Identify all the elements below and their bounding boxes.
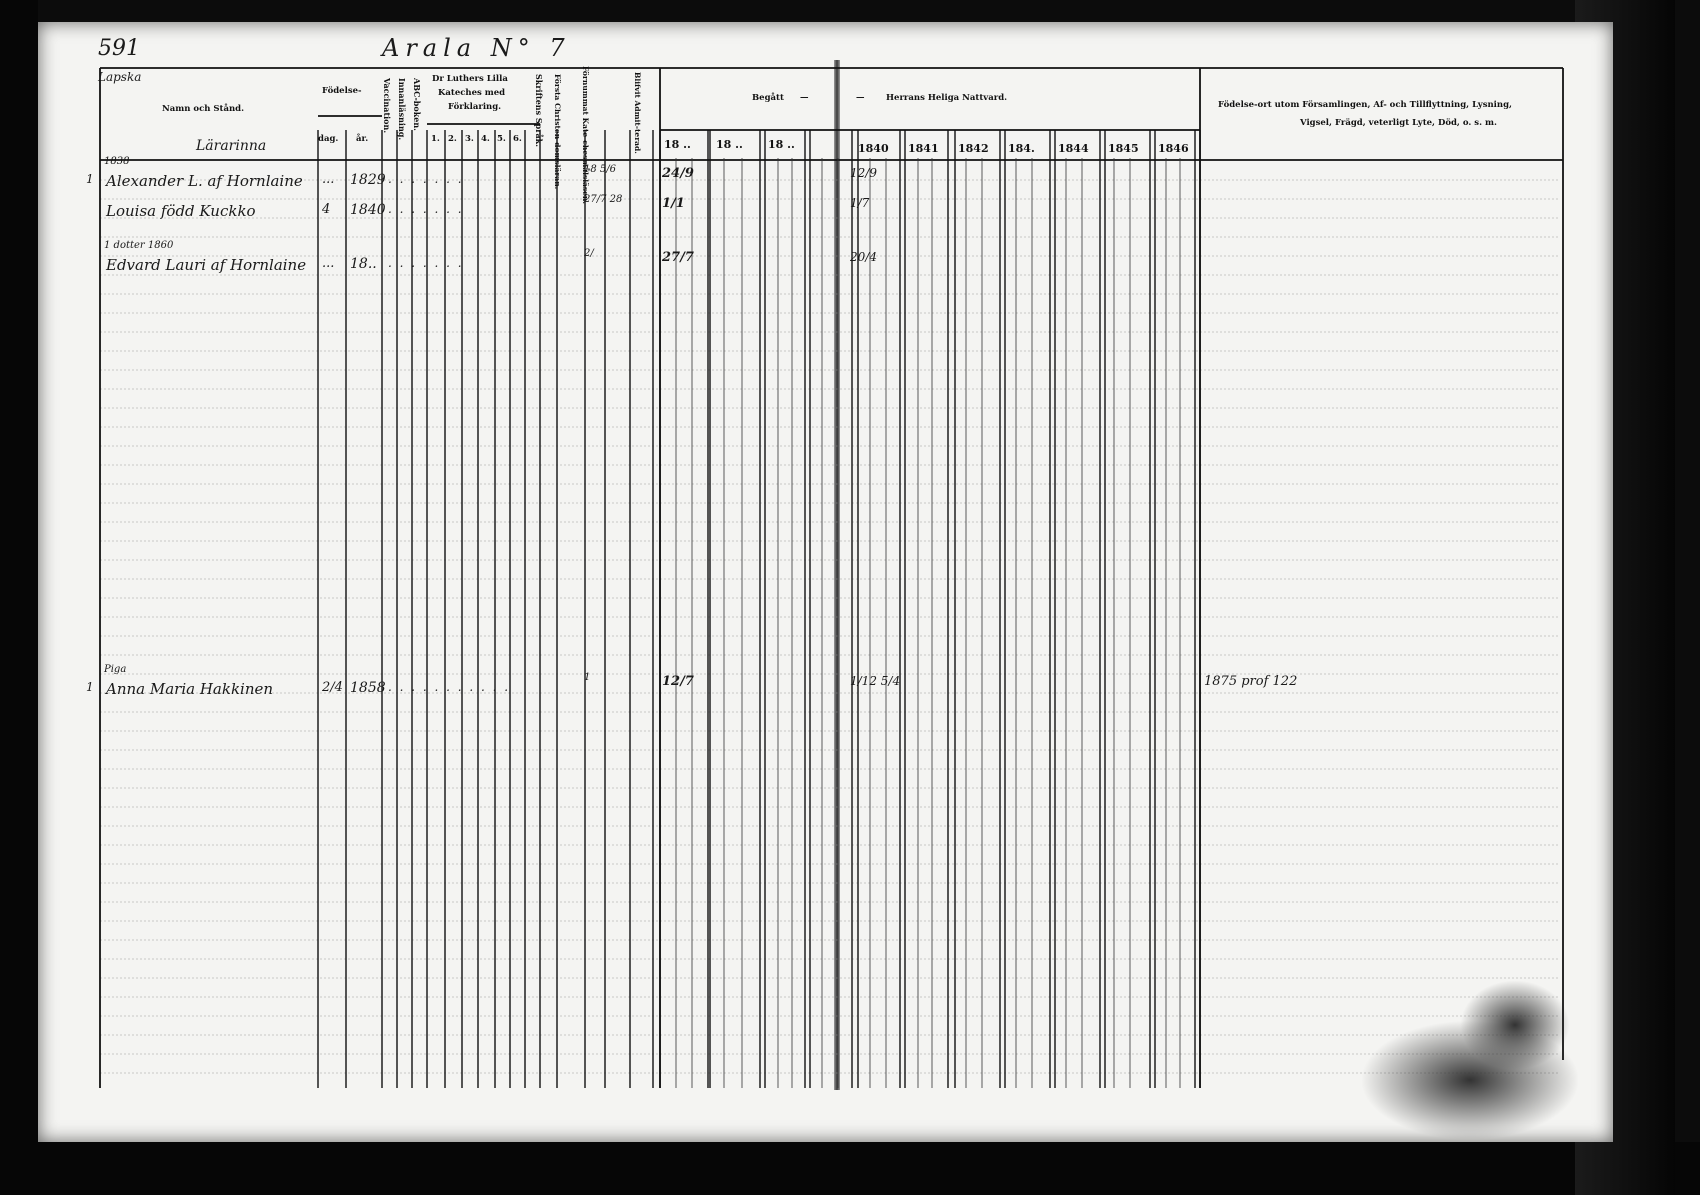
header-luther-number: 1. bbox=[431, 134, 440, 144]
entry-progress-marks: . . . . . . . bbox=[388, 202, 464, 216]
header-ar: år. bbox=[356, 134, 369, 144]
header-year-right: 1842 bbox=[958, 142, 989, 155]
header-remark-2: Vigsel, Frägd, veterligt Lyte, Död, o. s. m. bbox=[1300, 118, 1497, 128]
header-year-right: 1841 bbox=[908, 142, 939, 155]
entry-name: Edvard Lauri af Hornlaine bbox=[106, 256, 307, 274]
entry-year-mark: 1/12 5/4 bbox=[850, 674, 901, 688]
corner-note: Lapska bbox=[98, 70, 142, 84]
header-luther-1: Dr Luthers Lilla bbox=[432, 74, 508, 84]
horizontal-rulings bbox=[100, 180, 1560, 1073]
page-number: 591 bbox=[98, 36, 140, 61]
entry-name: Anna Maria Hakkinen bbox=[106, 680, 274, 698]
header-name-col: Namn och Stånd. bbox=[162, 104, 245, 114]
entry-catechism-note: 2/ bbox=[584, 248, 594, 259]
header-fornummat: Förnummat Kate-chesmålsläsen. bbox=[581, 66, 590, 204]
entry-birth-year: 1829 bbox=[350, 172, 386, 188]
entry-birth-day: 4 bbox=[322, 202, 331, 217]
entry-prefix: 1 dotter 1860 bbox=[104, 240, 174, 251]
header-dash-a: — bbox=[800, 93, 809, 103]
header-luther-number: 3. bbox=[465, 134, 474, 144]
header-name-sub: Lärarinna bbox=[196, 138, 267, 154]
header-year-right: 1840 bbox=[858, 142, 889, 155]
ink-stain bbox=[1460, 980, 1570, 1070]
entry-catechism-note: 18 5/6 bbox=[584, 164, 616, 175]
header-luther-number: 4. bbox=[481, 134, 490, 144]
entry-progress-marks: . . . . . . . bbox=[388, 172, 464, 186]
entry-number: 1 bbox=[86, 680, 94, 694]
entry-birth-day: 2/4 bbox=[322, 680, 343, 695]
header-year-right: 1845 bbox=[1108, 142, 1139, 155]
header-luther-number: 6. bbox=[513, 134, 522, 144]
place-title: Arala N° 7 bbox=[382, 34, 571, 62]
header-skriftens: Skriftens Språk. bbox=[534, 74, 544, 148]
entry-year-mark: 12/9 bbox=[850, 166, 877, 180]
header-blifvit: Blifvit Admit-terad. bbox=[633, 72, 642, 154]
entry-progress-marks: . . . . . . . bbox=[388, 256, 464, 270]
entry-communion-mark: 27/7 bbox=[662, 250, 694, 265]
header-year-right: 184. bbox=[1008, 142, 1035, 155]
header-innanlasning: Innanläsning. bbox=[397, 78, 407, 141]
header-year-left: 18 .. bbox=[768, 138, 795, 151]
vertical-rulings bbox=[318, 130, 1200, 1088]
header-herrans: Herrans Heliga Nattvard. bbox=[886, 93, 1008, 103]
header-year-left: 18 .. bbox=[664, 138, 691, 151]
header-fodelse: Födelse- bbox=[322, 86, 362, 96]
entry-year-mark: 20/4 bbox=[850, 250, 877, 264]
entry-name: Louisa född Kuckko bbox=[106, 202, 256, 220]
entry-number: 1 bbox=[86, 172, 94, 186]
header-vaccination: Vaccination. bbox=[382, 78, 392, 134]
header-abc: ABC-boken. bbox=[412, 78, 422, 131]
entry-prefix: Piga bbox=[104, 664, 127, 675]
entry-communion-mark: 24/9 bbox=[662, 166, 694, 181]
entry-prefix: 1838 bbox=[104, 156, 130, 167]
entry-birth-day: ... bbox=[322, 256, 335, 271]
header-year-left: 18 .. bbox=[716, 138, 743, 151]
header-dash-b: — bbox=[856, 93, 865, 103]
entry-catechism-note: 1 bbox=[584, 672, 591, 683]
entry-progress-marks: . . . . . . . . . . . bbox=[388, 680, 511, 694]
header-remark-1: Födelse-ort utom Församlingen, Af- och Tillflyttning, Lysning, bbox=[1218, 100, 1512, 110]
header-luther-number: 5. bbox=[497, 134, 506, 144]
header-luther-number: 2. bbox=[448, 134, 457, 144]
entry-name: Alexander L. af Hornlaine bbox=[106, 172, 303, 190]
header-luther-2: Kateches med bbox=[438, 88, 506, 98]
entry-birth-year: 1858 bbox=[350, 680, 386, 696]
entry-birth-year: 18.. bbox=[350, 256, 377, 272]
entry-remark: 1875 prof 122 bbox=[1204, 674, 1298, 689]
header-year-right: 1846 bbox=[1158, 142, 1189, 155]
header-begatt: Begått bbox=[752, 93, 784, 103]
entry-communion-mark: 1/1 bbox=[662, 196, 685, 211]
header-luther-3: Förklaring. bbox=[448, 102, 502, 112]
header-dag: dag. bbox=[318, 134, 339, 144]
entry-catechism-note: 27/7 28 bbox=[584, 194, 623, 205]
entry-birth-year: 1840 bbox=[350, 202, 386, 218]
table-frame bbox=[100, 68, 1563, 1088]
entry-year-mark: 1/7 bbox=[850, 196, 870, 210]
header-forsta-cl: Första Christen-domsläran. bbox=[553, 74, 562, 190]
header-year-right: 1844 bbox=[1058, 142, 1089, 155]
entry-communion-mark: 12/7 bbox=[662, 674, 694, 689]
entry-birth-day: ... bbox=[322, 172, 335, 187]
